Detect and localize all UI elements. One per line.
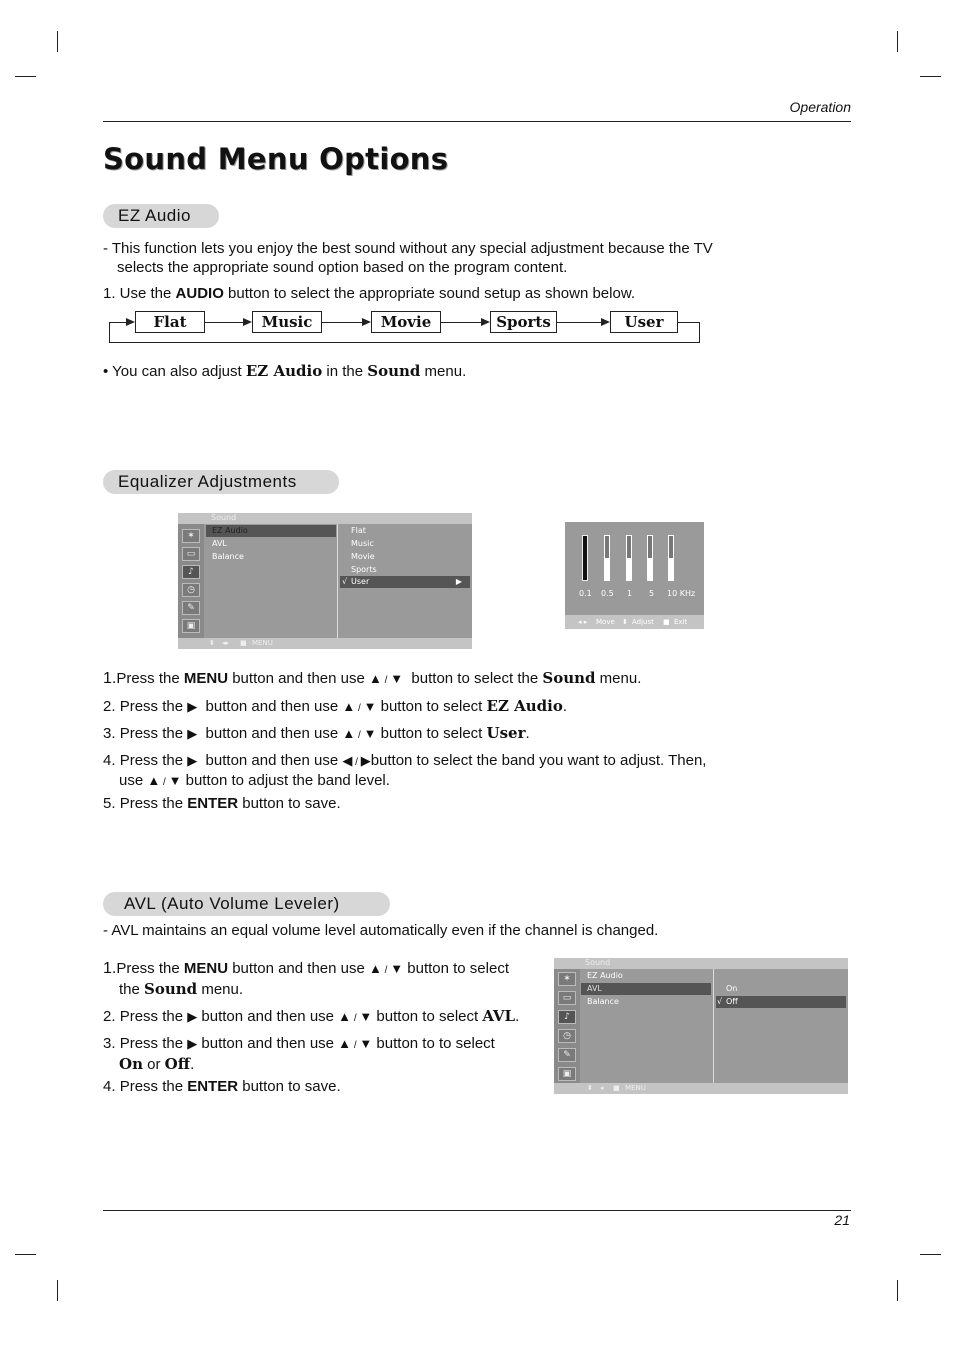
eq-step-3: 3. Press the ▶ button and then use ▲ / ▼ button to select User. — [103, 724, 530, 742]
time-icon: ◷ — [182, 583, 200, 597]
option-icon: ▣ — [558, 1067, 576, 1081]
footer-rule — [103, 1210, 851, 1211]
flow-arrow-icon — [243, 318, 252, 326]
osd-item-balance[interactable]: Balance — [212, 552, 244, 561]
eq-band-level — [605, 558, 609, 580]
flow-item-sports: Sports — [490, 311, 557, 333]
flow-arrow-icon — [601, 318, 610, 326]
osd-header: Sound — [211, 513, 237, 522]
osd-sub-off-row[interactable] — [716, 996, 846, 1008]
updown-icon: ⬍ — [622, 618, 628, 626]
right-arrow-icon: ▶ — [187, 726, 198, 741]
osd-icon-column — [554, 969, 580, 1083]
flow-arrow-icon — [362, 318, 371, 326]
menu-square-icon: ■ — [613, 1084, 620, 1092]
flow-arrow-line — [322, 322, 362, 323]
eq-band-level — [669, 558, 673, 580]
osd-sub-movie[interactable]: Movie — [351, 552, 375, 561]
crop-mark — [897, 1280, 898, 1301]
sound-menu-osd — [178, 513, 472, 649]
up-arrow-icon: ▲ — [147, 773, 161, 788]
page-number: 21 — [834, 1212, 850, 1228]
eq-band-label: 1 — [627, 589, 633, 598]
up-arrow-icon: ▲ — [342, 726, 356, 741]
osd-item-ez-audio[interactable]: EZ Audio — [206, 525, 336, 537]
right-arrow-icon: ▶ — [187, 1036, 198, 1051]
picture-icon: ▭ — [182, 547, 200, 561]
right-arrow-icon: ▶ — [360, 753, 371, 768]
exit-square-icon: ■ — [663, 618, 670, 626]
avl-step-3-line2: On or Off. — [119, 1055, 195, 1073]
eq-step-2: 2. Press the ▶ button and then use ▲ / ▼ button to select EZ Audio. — [103, 697, 568, 715]
flow-arrow-icon — [481, 318, 490, 326]
time-icon: ◷ — [558, 1029, 576, 1043]
eq-footer-move: Move — [596, 618, 615, 626]
option-icon: ▣ — [182, 619, 200, 633]
down-arrow-icon: ▼ — [363, 726, 377, 741]
avl-step-3: 3. Press the ▶ button and then use ▲ / ▼ button to to select — [103, 1035, 495, 1052]
updown-icon: ⬍ — [209, 639, 215, 647]
crop-mark — [15, 1254, 36, 1255]
flow-item-music: Music — [252, 311, 322, 333]
flow-item-movie: Movie — [371, 311, 441, 333]
osd-icon-column — [178, 524, 204, 638]
down-arrow-icon: ▼ — [359, 1036, 373, 1051]
eq-band-bar[interactable] — [668, 535, 674, 581]
up-arrow-icon: ▲ — [369, 961, 382, 976]
crop-mark — [897, 31, 898, 52]
eq-footer — [565, 615, 704, 629]
eq-band-level — [583, 536, 587, 580]
flow-loop-right — [699, 322, 700, 342]
flow-arrow-line — [441, 322, 481, 323]
osd-sub-music[interactable]: Music — [351, 539, 374, 548]
eq-band-bar[interactable] — [647, 535, 653, 581]
eq-band-label: 0.5 — [601, 589, 614, 598]
eq-footer-adjust: Adjust — [632, 618, 654, 626]
osd-header: Sound — [585, 958, 611, 967]
osd-sub-user: User — [351, 577, 370, 586]
flow-arrow-line — [205, 322, 243, 323]
right-arrow-icon: ▶ — [187, 1009, 198, 1024]
right-arrow-icon: ▶ — [455, 577, 462, 586]
eq-band-bar[interactable] — [582, 535, 588, 581]
section-label: Operation — [789, 99, 851, 115]
osd-footer-menu: MENU — [252, 639, 273, 647]
check-icon: √ — [717, 997, 723, 1006]
avl-step-2: 2. Press the ▶ button and then use ▲ / ▼ button to select AVL. — [103, 1007, 520, 1025]
flow-arrow-icon — [126, 318, 135, 326]
ez-audio-desc-line2: selects the appropriate sound option based on the program content. — [117, 259, 568, 276]
satellite-icon: ✶ — [558, 972, 576, 986]
up-arrow-icon: ▲ — [338, 1036, 352, 1051]
crop-mark — [57, 1280, 58, 1301]
flow-loop-left — [109, 322, 110, 342]
eq-step-4: 4. Press the ▶ button and then use ◀ / ▶button to select the band you want to adjust. Then, — [103, 752, 707, 769]
eq-step-5: 5. Press the ENTER button to save. — [103, 795, 341, 812]
updown-icon: ⬍ — [587, 1084, 593, 1092]
menu-square-icon: ■ — [240, 639, 247, 647]
osd-item-ez-audio[interactable]: EZ Audio — [587, 971, 623, 980]
right-arrow-icon: ▶ — [187, 753, 198, 768]
down-arrow-icon: ▼ — [168, 773, 182, 788]
avl-heading: AVL (Auto Volume Leveler) — [103, 892, 390, 916]
crop-mark — [57, 31, 58, 52]
leftright-icon: ◂ ▸ — [578, 618, 588, 626]
equalizer-heading: Equalizer Adjustments — [103, 470, 339, 494]
flow-loop-bottom — [109, 342, 700, 343]
page-title: Sound Menu Options — [103, 142, 449, 176]
down-arrow-icon: ▼ — [390, 671, 404, 686]
up-arrow-icon: ▲ — [338, 1009, 352, 1024]
eq-band-label: 10 KHz — [667, 589, 696, 598]
crop-mark — [920, 76, 941, 77]
avl-desc: - AVL maintains an equal volume level automatically even if the channel is changed. — [103, 922, 659, 939]
eq-band-bar[interactable] — [604, 535, 610, 581]
setup-icon: ✎ — [182, 601, 200, 615]
osd-sub-user-row[interactable] — [340, 576, 470, 588]
down-arrow-icon: ▼ — [359, 1009, 373, 1024]
osd-item-balance[interactable]: Balance — [587, 997, 619, 1006]
osd-sub-on[interactable]: On — [726, 984, 738, 993]
check-icon: √ — [342, 577, 348, 586]
equalizer-bands-osd — [565, 522, 704, 629]
osd-sub-sports[interactable]: Sports — [351, 565, 377, 574]
flow-arrow-line — [557, 322, 601, 323]
ez-audio-heading: EZ Audio — [103, 204, 219, 228]
header-rule — [103, 121, 851, 122]
osd-sub-off: Off — [726, 997, 738, 1006]
right-arrow-icon: ▶ — [187, 699, 198, 714]
down-arrow-icon: ▼ — [363, 699, 377, 714]
eq-footer-exit: Exit — [674, 618, 688, 626]
ez-audio-note: • You can also adjust EZ Audio in the Sound menu. — [103, 362, 467, 380]
picture-icon: ▭ — [558, 991, 576, 1005]
left-arrow-icon: ◂ — [600, 1084, 604, 1092]
eq-step-1: 1.Press the MENU button and then use ▲ / ▼ button to select the Sound menu. — [103, 669, 642, 687]
up-arrow-icon: ▲ — [342, 699, 356, 714]
avl-step-1-line2: the Sound menu. — [119, 980, 244, 998]
ez-audio-desc-line1: - This function lets you enjoy the best sound without any special adjustment because the TV — [103, 240, 713, 257]
eq-band-label: 0.1 — [579, 589, 592, 598]
flow-loop-top-right — [678, 322, 700, 323]
setup-icon: ✎ — [558, 1048, 576, 1062]
osd-footer-menu: MENU — [625, 1084, 646, 1092]
avl-step-4: 4. Press the ENTER button to save. — [103, 1078, 341, 1095]
sound-icon: ♪ — [182, 565, 200, 579]
up-arrow-icon: ▲ — [369, 671, 382, 686]
satellite-icon: ✶ — [182, 529, 200, 543]
ez-audio-step1: 1. Use the AUDIO button to select the appropriate sound setup as shown below. — [103, 285, 635, 302]
osd-item-avl[interactable]: AVL — [212, 539, 227, 548]
eq-band-level — [648, 558, 652, 580]
avl-menu-osd — [554, 958, 848, 1094]
down-arrow-icon: ▼ — [390, 961, 404, 976]
left-arrow-icon: ◀ — [342, 753, 353, 768]
sound-icon: ♪ — [558, 1010, 576, 1024]
osd-item-avl[interactable]: AVL — [581, 983, 711, 995]
osd-sub-flat[interactable]: Flat — [351, 526, 366, 535]
crop-mark — [920, 1254, 941, 1255]
avl-step-1: 1.Press the MENU button and then use ▲ / ▼ button to select — [103, 960, 509, 977]
crop-mark — [15, 76, 36, 77]
leftright-icon: ◂▸ — [222, 639, 230, 647]
eq-band-level — [627, 558, 631, 580]
eq-band-bar[interactable] — [626, 535, 632, 581]
flow-item-user: User — [610, 311, 678, 333]
flow-item-flat: Flat — [135, 311, 205, 333]
flow-arrow-line — [109, 322, 126, 323]
eq-band-label: 5 — [649, 589, 655, 598]
eq-step-4-line2: use ▲ / ▼ button to adjust the band level. — [119, 772, 390, 789]
